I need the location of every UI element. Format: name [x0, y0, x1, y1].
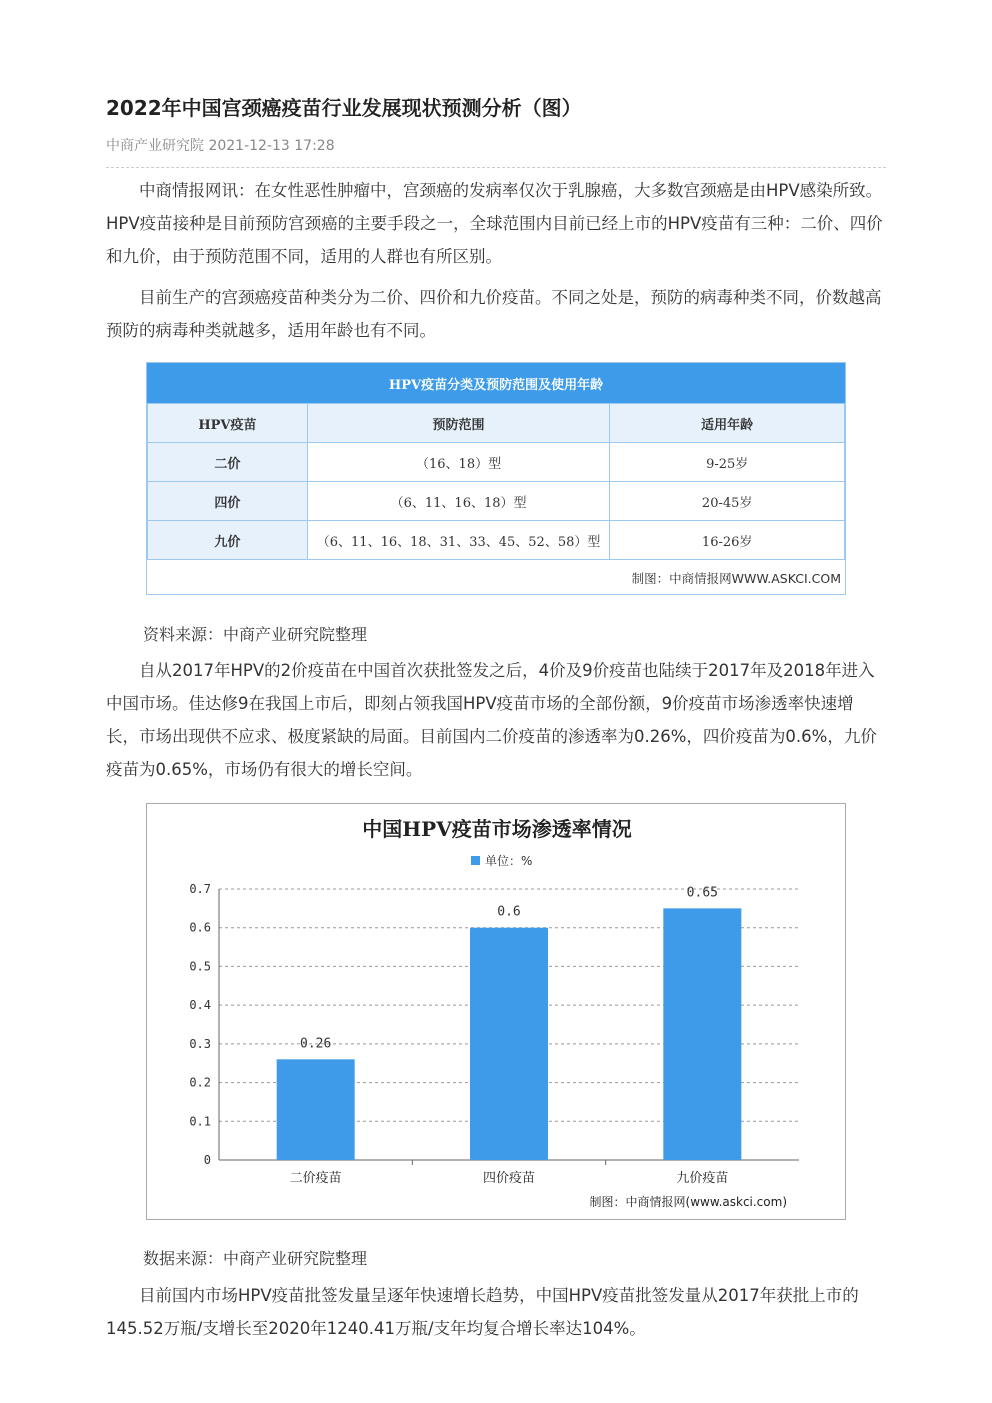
y-tick-label: 0.7	[189, 882, 211, 896]
table-header-row	[148, 404, 845, 443]
table-caption: HPV疫苗分类及预防范围及使用年龄	[147, 363, 845, 403]
y-tick-label: 0.1	[189, 1114, 211, 1129]
article-date: 2021-12-13 17:28	[208, 138, 335, 154]
penetration-chart	[146, 803, 846, 1220]
paragraph-1: 中商情报网讯：在女性恶性肿瘤中，宫颈癌的发病率仅次于乳腺癌，大多数宫颈癌是由HPV感染所致。HPV疫苗接种是目前预防宫颈癌的主要手段之一，全球范围内目前已经上市的HPV疫苗有三种：二价、四价和九价，由于预防范围不同，适用的人群也有所区别。	[106, 181, 883, 266]
chart-svg	[147, 804, 847, 1221]
table-footer: 制图：中商情报网WWW.ASKCI.COM	[631, 571, 841, 586]
legend-swatch	[471, 856, 480, 865]
table-source: 资料来源：中商产业研究院整理	[143, 625, 368, 644]
hpv-table-grid	[147, 403, 845, 560]
table-cell: 20-45岁	[610, 482, 845, 521]
legend-label: 单位：%	[485, 854, 533, 868]
hpv-table	[146, 362, 846, 595]
table-cell: 二价	[148, 443, 308, 482]
paragraph-4: 目前国内市场HPV疫苗批签发量呈逐年快速增长趋势，中国HPV疫苗批签发量从2017年获批上市的145.52万瓶/支增长至2020年1240.41万瓶/支年均复合增长率达104%。	[106, 1286, 859, 1338]
y-tick-label: 0.6	[189, 920, 211, 935]
table-row	[148, 443, 845, 482]
chart-source: 数据来源：中商产业研究院整理	[143, 1249, 368, 1268]
bar	[663, 908, 741, 1160]
table-cell: 四价	[148, 482, 308, 521]
x-tick-label: 四价疫苗	[482, 1171, 536, 1186]
data-label: 0.65	[686, 885, 718, 901]
chart-footer: 制图：中商情报网(www.askci.com)	[589, 1195, 787, 1209]
bar	[277, 1059, 355, 1160]
table-header-cell: 预防范围	[307, 404, 610, 443]
data-label: 0.6	[497, 904, 521, 920]
divider	[106, 167, 886, 168]
paragraph-3: 自从2017年HPV的2价疫苗在中国首次获批签发之后，4价及9价疫苗也陆续于2017年及2018年进入中国市场。佳达修9在我国上市后，即刻占领我国HPV疫苗市场的全部份额，9价疫苗市场渗透率快速增长，市场出现供不应求、极度紧缺的局面。目前国内二价疫苗的渗透率为0.26%，四价疫苗为0.6%，九价疫苗为0.65%，市场仍有很大的增长空间。	[106, 661, 877, 779]
y-tick-label: 0.4	[189, 998, 211, 1013]
article-source[interactable]: 中商产业研究院	[106, 138, 204, 154]
table-cell: 9-25岁	[610, 443, 845, 482]
y-tick-label: 0.3	[189, 1036, 211, 1051]
y-tick-label: 0.5	[189, 959, 211, 974]
table-cell: （16、18）型	[307, 443, 610, 482]
table-row	[148, 521, 845, 560]
table-cell: 16-26岁	[610, 521, 845, 560]
article-meta	[106, 135, 335, 155]
y-tick-label: 0	[203, 1153, 211, 1167]
article-title: 2022年中国宫颈癌疫苗行业发展现状预测分析（图）	[106, 96, 582, 120]
table-header-cell: 适用年龄	[610, 404, 845, 443]
chart-title: 中国HPV疫苗市场渗透率情况	[362, 817, 632, 841]
data-label: 0.26	[300, 1036, 332, 1052]
table-header-cell: HPV疫苗	[148, 404, 308, 443]
y-tick-label: 0.2	[189, 1075, 211, 1090]
table-cell: （6、11、16、18、31、33、45、52、58）型	[307, 521, 610, 560]
paragraph-2: 目前生产的宫颈癌疫苗种类分为二价、四价和九价疫苗。不同之处是，预防的病毒种类不同，价数越高预防的病毒种类就越多，适用年龄也有不同。	[106, 288, 882, 340]
table-row	[148, 482, 845, 521]
bar	[470, 928, 548, 1160]
table-cell: 九价	[148, 521, 308, 560]
x-tick-label: 九价疫苗	[676, 1171, 729, 1186]
x-tick-label: 二价疫苗	[289, 1171, 342, 1186]
table-cell: （6、11、16、18）型	[307, 482, 610, 521]
